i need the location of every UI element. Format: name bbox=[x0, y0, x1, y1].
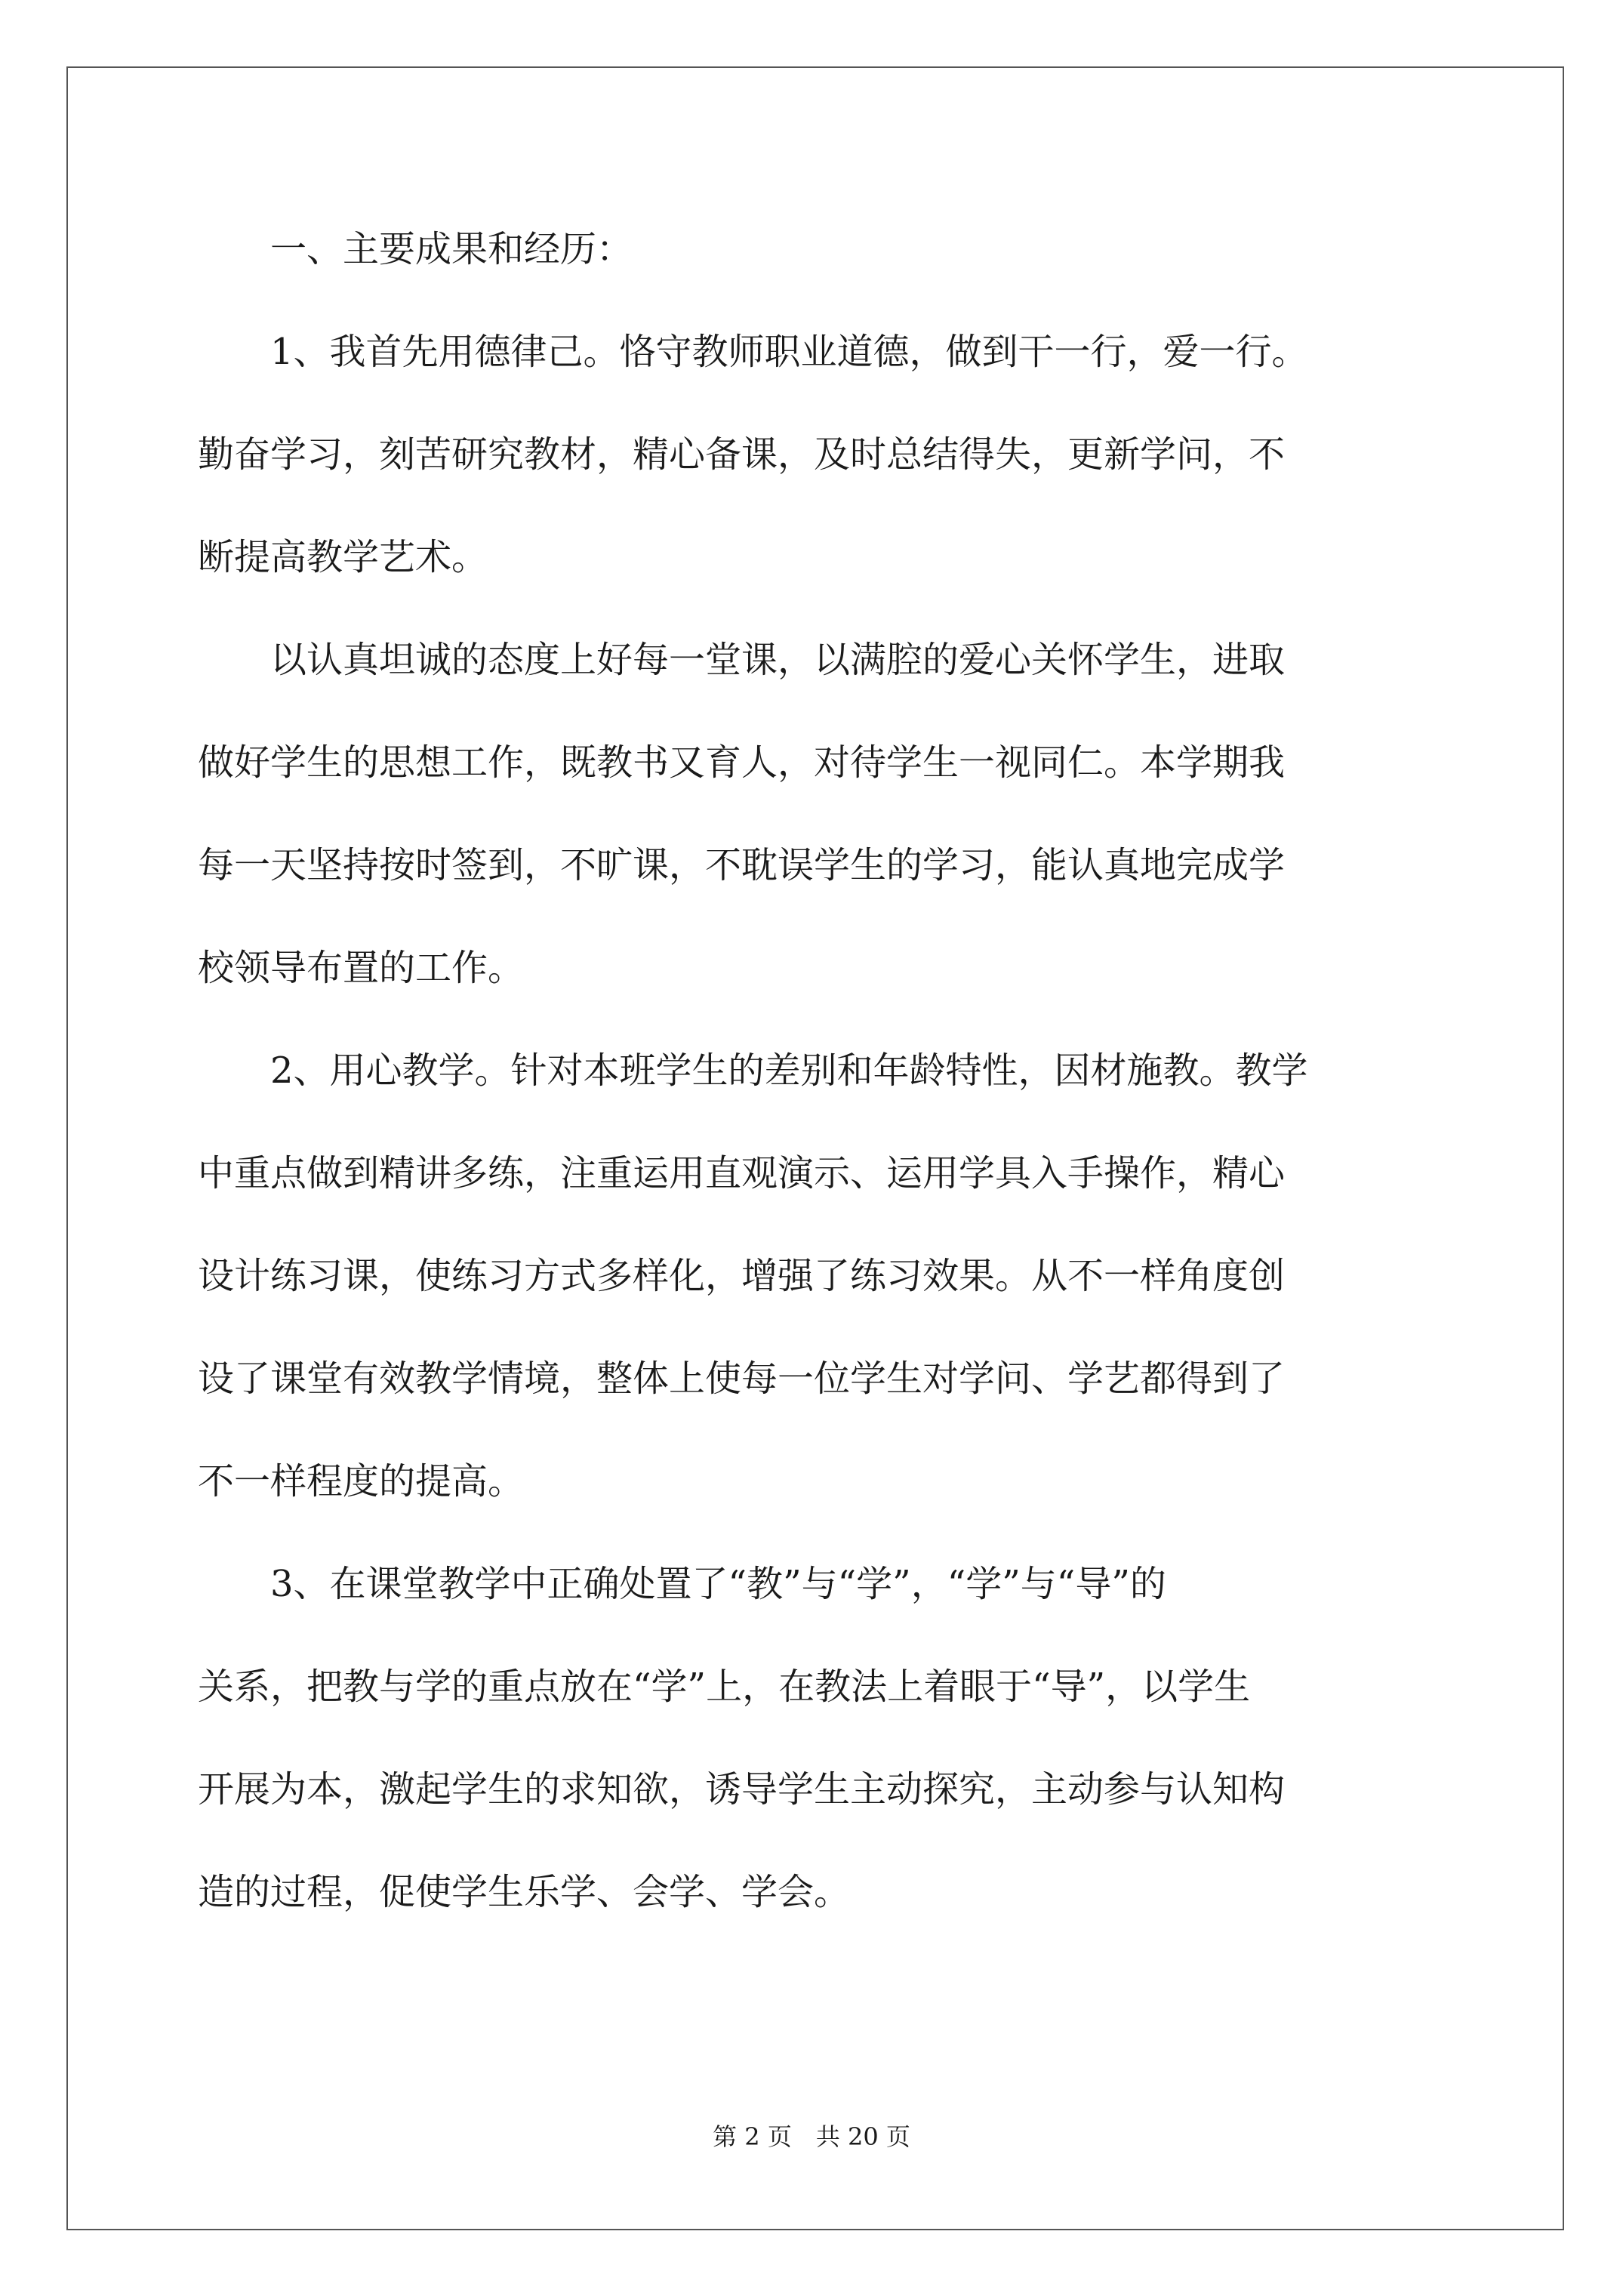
paragraph-line: 勤奋学习，刻苦研究教材，精心备课，及时总结得失，更新学问，不 bbox=[198, 433, 1286, 476]
paragraph-line: 开展为本，激起学生的求知欲，诱导学生主动探究，主动参与认知构 bbox=[198, 1768, 1286, 1811]
paragraph-line: 造的过程，促使学生乐学、会学、学会。 bbox=[198, 1871, 851, 1913]
paragraph-line: 断提高教学艺术。 bbox=[198, 536, 488, 578]
paragraph-line: 以认真坦诚的态度上好每一堂课，以满腔的爱心关怀学生，进取 bbox=[198, 639, 1286, 681]
paragraph-line: 校领导布置的工作。 bbox=[198, 947, 525, 989]
section-heading: 一、主要成果和经历： bbox=[198, 228, 633, 270]
paragraph-line: 设计练习课，使练习方式多样化，增强了练习效果。从不一样角度创 bbox=[198, 1255, 1286, 1297]
paragraph-line: 做好学生的思想工作，既教书又育人，对待学生一视同仁。本学期我 bbox=[198, 741, 1286, 784]
paragraph-line: 3、在课堂教学中正确处置了“教”与“学”，“学”与“导”的 bbox=[198, 1563, 1166, 1605]
page-number-footer: 第 2 页 共 20 页 bbox=[713, 2122, 910, 2151]
paragraph-line: 设了课堂有效教学情境，整体上使每一位学生对学问、学艺都得到了 bbox=[198, 1358, 1286, 1400]
paragraph-line: 中重点做到精讲多练，注重运用直观演示、运用学具入手操作，精心 bbox=[198, 1152, 1286, 1194]
paragraph-line: 1、我首先用德律己。恪守教师职业道德，做到干一行，爱一行。 bbox=[198, 331, 1308, 373]
paragraph-line: 不一样程度的提高。 bbox=[198, 1460, 525, 1502]
paragraph-line: 每一天坚持按时签到，不旷课，不耽误学生的学习，能认真地完成学 bbox=[198, 844, 1286, 886]
paragraph-line: 关系，把教与学的重点放在“学”上，在教法上着眼于“导”，以学生 bbox=[198, 1666, 1251, 1708]
paragraph-line: 2、用心教学。针对本班学生的差别和年龄特性，因材施教。教学 bbox=[198, 1049, 1308, 1092]
